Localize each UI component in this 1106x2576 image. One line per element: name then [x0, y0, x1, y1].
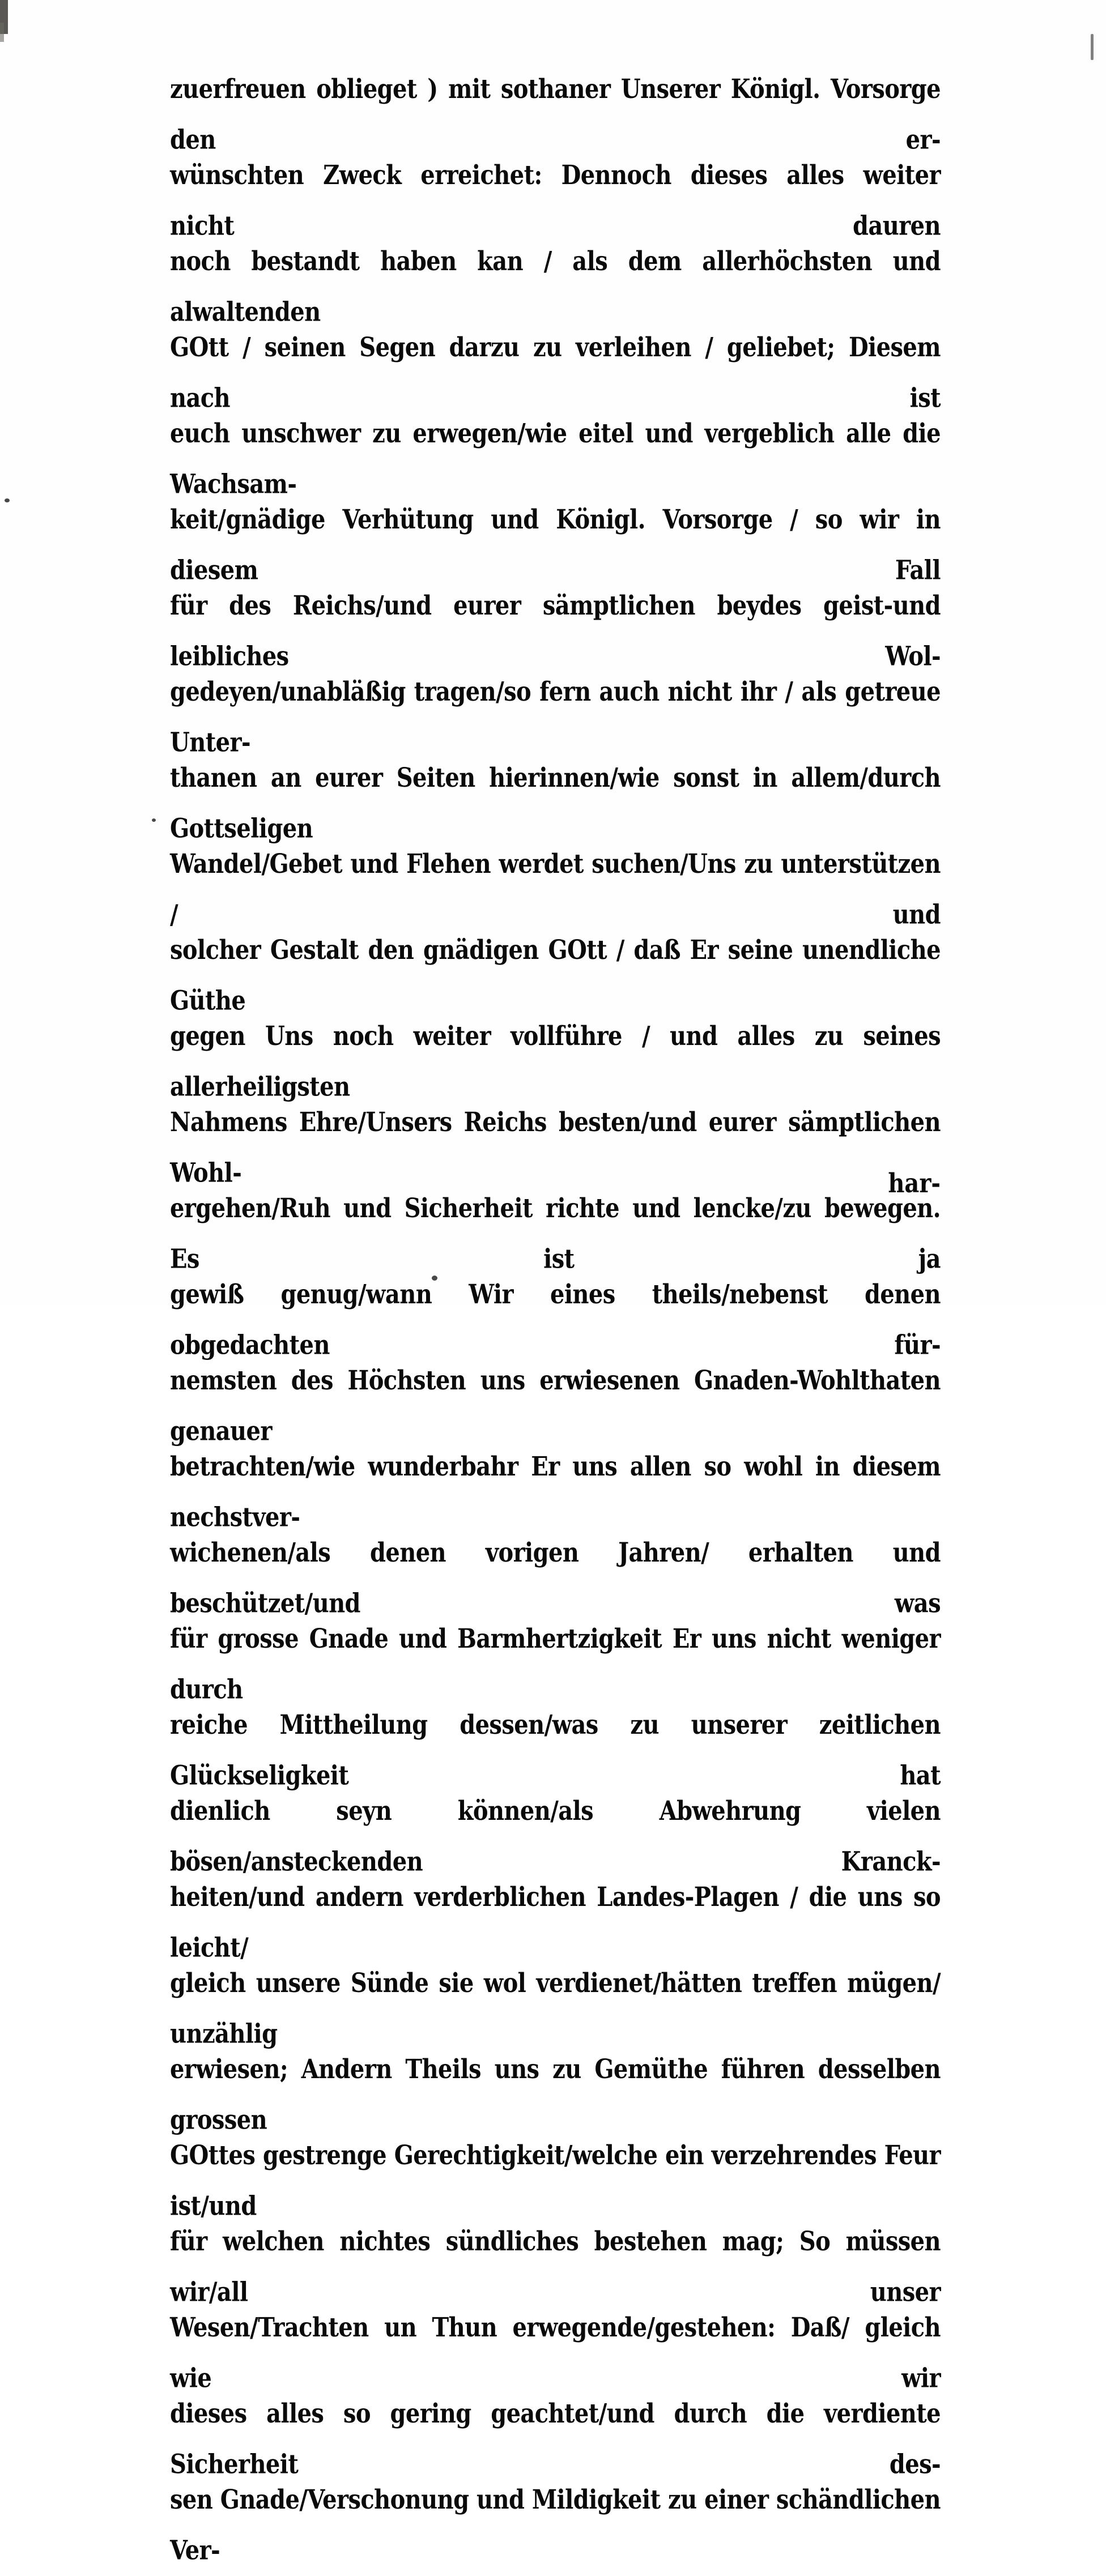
text-line: Nahmens Ehre/Unsers Reichs besten/und eurer sämptlichen Wohl‐: [170, 1106, 941, 1189]
text-line: sen Gnade/Verschonung und Mildigkeit zu einer schändlichen Ver‐: [170, 2484, 941, 2566]
text-line: thanen an eurer Seiten hierinnen/wie sonst in allem/durch Gottseligen: [170, 762, 941, 845]
text-line: für welchen nichtes sündliches bestehen mag; So müssen wir/all unser: [170, 2225, 941, 2308]
text-line: für grosse Gnade und Barmhertzigkeit Er uns nicht weniger durch: [170, 1623, 941, 1705]
text-line: euch unschwer zu erwegen/wie eitel und vergeblich alle die Wachsam‐: [170, 417, 941, 500]
text-line: solcher Gestalt den gnädigen GOtt / daß Er seine unendliche Güthe: [170, 934, 941, 1017]
text-line: keit/gnädige Verhütung und Königl. Vorsorge / so wir in diesem Fall: [170, 504, 941, 586]
text-line: gleich unsere Sünde sie wol verdienet/hätten treffen mügen/ unzählig: [170, 1967, 941, 2050]
text-line: für des Reichs/und eurer sämptlichen beydes geist‐und leibliches Wol‐: [170, 590, 941, 672]
scan-speck: [152, 818, 156, 822]
text-line: wichenen/als denen vorigen Jahren/ erhalten und beschützet/und was: [170, 1537, 941, 1619]
text-line: dienlich seyn können/als Abwehrung vielen bösen/ansteckenden Kranck‐: [170, 1795, 941, 1878]
text-line: gedeyen/unabläßig tragen/so fern auch nicht ihr / als getreue Unter‐: [170, 676, 941, 758]
text-line: nemsten des Höchsten uns erwiesenen Gnaden‐Wohlthaten genauer: [170, 1364, 941, 1447]
text-line: erwiesen; Andern Theils uns zu Gemüthe führen desselben grossen: [170, 2053, 941, 2136]
text-line: GOtt / seinen Segen darzu zu verleihen / geliebet; Diesem nach ist: [170, 331, 941, 414]
text-line: dieses alles so gering geachtet/und durch die verdiente Sicherheit des‐: [170, 2398, 941, 2480]
text-line: Wandel/Gebet und Flehen werdet suchen/Uns zu unterstützen / und: [170, 848, 941, 931]
text-line: GOttes gestrenge Gerechtigkeit/welche ein verzehrendes Feur ist/und: [170, 2139, 941, 2222]
text-line: gegen Uns noch weiter vollführe / und alles zu seines allerheiligsten: [170, 1020, 941, 1103]
text-line: reiche Mittheilung dessen/was zu unserer zeitlichen Glückseligkeit hat: [170, 1709, 941, 1792]
text-line: Wesen/Trachten un Thun erwegende/gestehen: Daß/ gleich wie wir: [170, 2311, 941, 2394]
text-line: ergehen/Ruh und Sicherheit richte und lencke/zu bewegen. Es ist ja: [170, 1192, 941, 1275]
catchword: har‐: [888, 1167, 941, 1199]
text-line: noch bestandt haben kan / als dem allerhöchsten und alwaltenden: [170, 245, 941, 328]
text-line: zuerfreuen oblieget ) mit sothaner Unserer Königl. Vorsorge den er‐: [170, 73, 941, 156]
text-line: betrachten/wie wunderbahr Er uns allen so wohl in diesem nechstver‐: [170, 1451, 941, 1533]
text-line: gewiß genug/wann Wir eines theils/nebenst denen obgedachten für‐: [170, 1278, 941, 1361]
scan-speck: [5, 498, 10, 502]
text-line: wünschten Zweck erreichet: Dennoch dieses alles weiter nicht dauren: [170, 159, 941, 242]
scan-edge-artifact-secondary: [0, 23, 4, 42]
scan-speck: [1091, 34, 1094, 60]
body-text-block: [170, 73, 941, 2576]
text-line: heiten/und andern verderblichen Landes‐Plagen / die uns so leicht/: [170, 1881, 941, 1964]
